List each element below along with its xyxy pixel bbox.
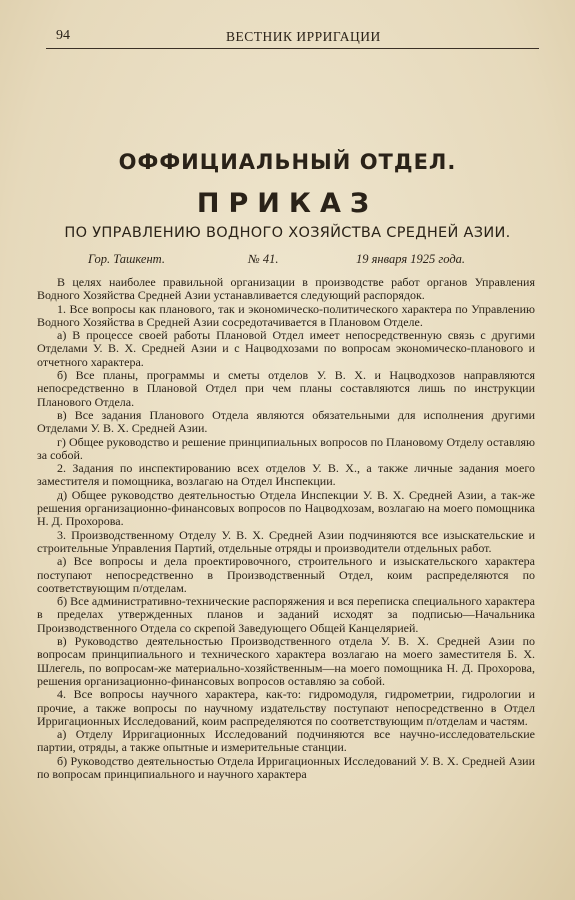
paragraph: г) Общее руководство и решение принципиальных вопросов по Плановому Отделу оставляю за собой. [37, 434, 535, 462]
paragraph: в) Все задания Планового Отдела являются обязательными для исполнения другими Отделами У. В. Х. Средней Азии. [37, 407, 535, 436]
paragraph: 4. Все вопросы научного характера, как-то: гидромодуля, гидрометрии, гидрологии и прочие, а также вопросы по научному издательству поступают непосредственно в Отдел Ирригационных Исследований, коим распределяются по соответствующим п/отделам и частям. [37, 687, 535, 728]
section-heading: ОФФИЦИАЛЬНЫЙ ОТДЕЛ. [118, 150, 457, 174]
paragraph: 1. Все вопросы как планового, так и экономическо-политического характера по Управлению Водного Хозяйства в Средней Азии сосредотачивается в Плановом Отделе. [37, 301, 535, 329]
paragraph: б) Руководство деятельностью Отдела Ирригационных Исследований У. В. Х. Средней Азии по вопросам принципиального и научного характера [37, 753, 535, 781]
paragraph: а) Отделу Ирригационных Исследований подчиняются все научно-исследовательские партии, отряды, а также опытные и измерительные станции. [37, 727, 535, 755]
paragraph: В целях наиболее правильной организации в производстве работ органов Управления Водного Хозяйства Средней Азии устанавливается следующий распорядок. [37, 275, 535, 303]
paragraph: б) Все административно-технические распоряжения и вся переписка специального характера в пределах утвержденных планов и заданий исходят за подписью—Начальника Производственного Отдела со скрепой Заведующего Общей Канцелярией. [37, 594, 535, 635]
order-subtitle: ПО УПРАВЛЕНИЮ ВОДНОГО ХОЗЯЙСТВА СРЕДНЕЙ АЗИИ. [64, 225, 511, 241]
paragraph: 2. Задания по инспектированию всех отделов У. В. Х., а также личные задания моего заместителя и помощника, возлагаю на Отдел Инспекции. [37, 461, 535, 489]
running-header [46, 26, 539, 49]
order-date: 19 января 1925 года. [356, 252, 466, 266]
order-city: Гор. Ташкент. [88, 252, 165, 266]
paragraph: д) Общее руководство деятельностью Отдела Инспекции У. В. Х. Средней Азии, а так-же решения организационно-финансовых вопросов по Нацводхозам, возлагаю на моего помощника Н. Д. Прохорова. [37, 487, 535, 529]
order-heading: ПРИКАЗ [196, 188, 379, 219]
paragraph: а) Все вопросы и дела проектировочного, строительного и изыскательского характера поступают непосредственно в Производственный Отдел, коим распределяются по соответствующим п/отделам. [37, 554, 535, 595]
page-number: 94 [56, 28, 70, 43]
paragraph: а) В процессе своей работы Плановой Отдел имеет непосредственную связь с другими Отделами У. В. Х. Средней Азии и с Нацводхозами по вопросам экономическо-планового и отчетного характера. [37, 328, 535, 369]
journal-title: ВЕСТНИК ИРРИГАЦИИ [226, 29, 381, 44]
paragraph: б) Все планы, программы и сметы отделов У. В. Х. и Нацводхозов направляются непосредственно в Плановой Отдел при чем планы составляются лишь по инструкции Планового Отдела. [37, 368, 535, 409]
order-meta [88, 252, 488, 272]
order-body [37, 276, 535, 781]
paragraph: в) Руководство деятельностью Производственного отдела У. В. Х. Средней Азии по вопросам принципиального и технического характера возлагаю на моего заместителя Б. Х. Шлегель, по вопросам-же материально-хозяйственным—на моего помощника Н. Д. Прохорова, решения организационно-финансовых вопросов оставляю за собой. [37, 634, 535, 688]
order-number: № 41. [248, 252, 279, 266]
paragraph: 3. Производственному Отделу У. В. Х. Средней Азии подчиняются все изыскательские и строительные Управления Партий, отдельные отряды и производители отдельных работ. [37, 527, 535, 555]
